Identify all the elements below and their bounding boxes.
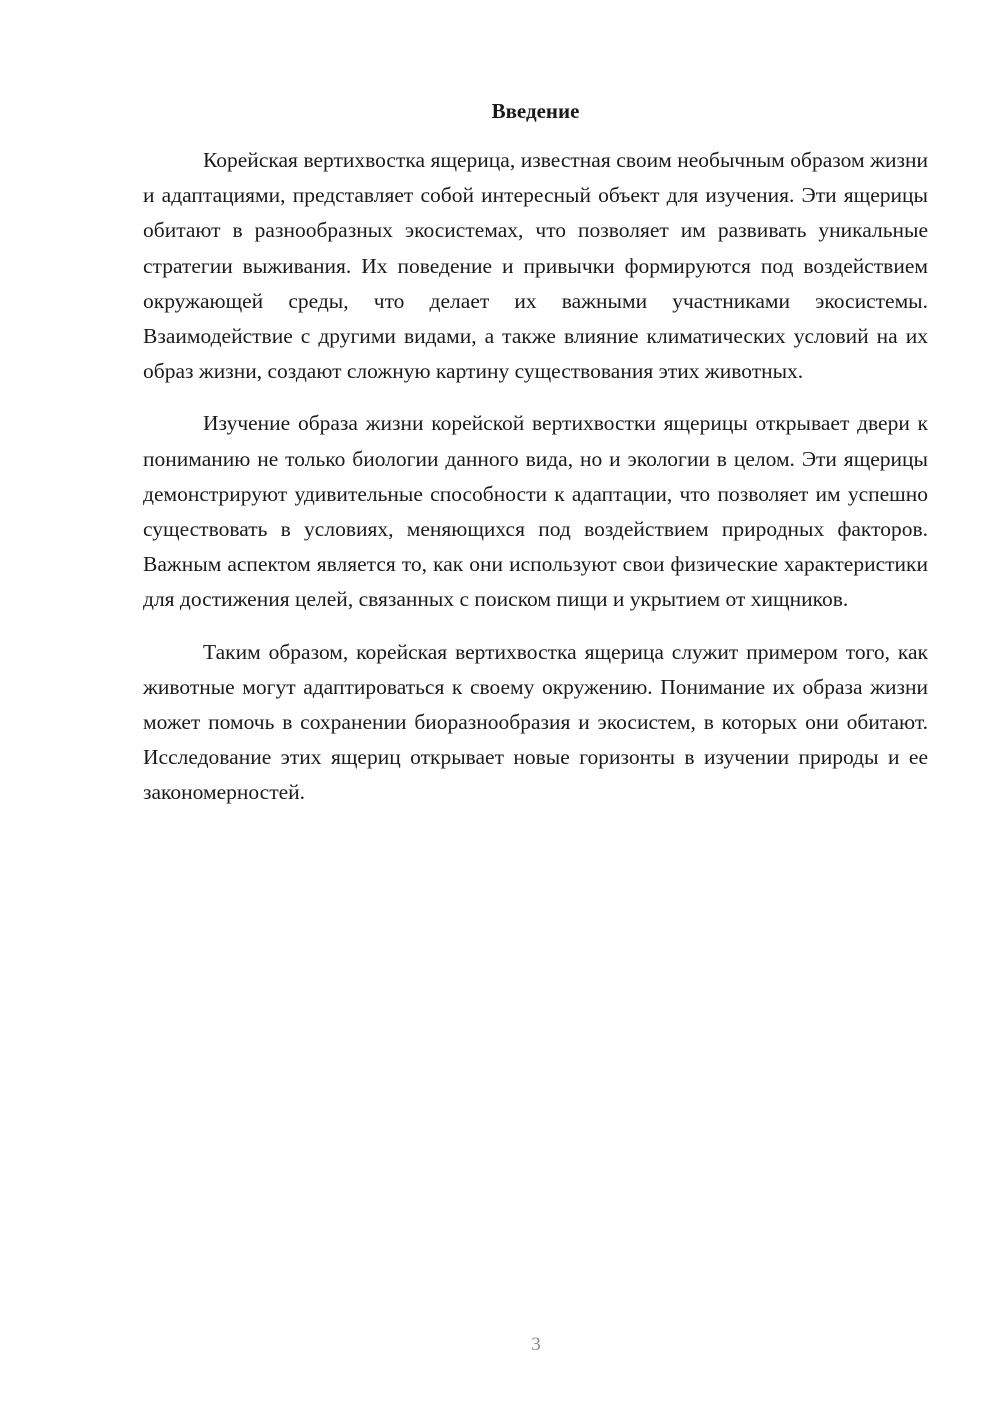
paragraph-1: Корейская вертихвостка ящерица, известная своим необычным образом жизни и адаптациями, представляет собой интересный объект для изучения. Эти ящерицы обитают в разнообразных экосистемах, что позволяет им развивать уникальные стратегии выживания. Их поведение и привычки формируются под воздействием окружающей среды, что делает их важными участниками экосистемы. Взаимодействие с другими видами, а также влияние климатических условий на их образ жизни, создают сложную картину существования этих животных. [143, 148, 928, 384]
page-number: 3 [531, 1334, 541, 1355]
body-text [143, 143, 928, 828]
paragraph-2: Изучение образа жизни корейской вертихвостки ящерицы открывает двери к пониманию не только биологии данного вида, но и экологии в целом. Эти ящерицы демонстрируют удивительные способности к адаптации, что позволяет им успешно существовать в условиях, меняющихся под воздействием природных факторов. Важным аспектом является то, как они используют свои физические характеристики для достижения целей, связанных с поиском пищи и укрытием от хищников. [143, 411, 928, 612]
section-heading: Введение [491, 99, 580, 123]
paragraph-3: Таким образом, корейская вертихвостка ящерица служит примером того, как животные могут адаптироваться к своему окружению. Понимание их образа жизни может помочь в сохранении биоразнообразия и экосистем, в которых они обитают. Исследование этих ящериц открывает новые горизонты в изучении природы и ее закономерностей. [143, 639, 928, 805]
